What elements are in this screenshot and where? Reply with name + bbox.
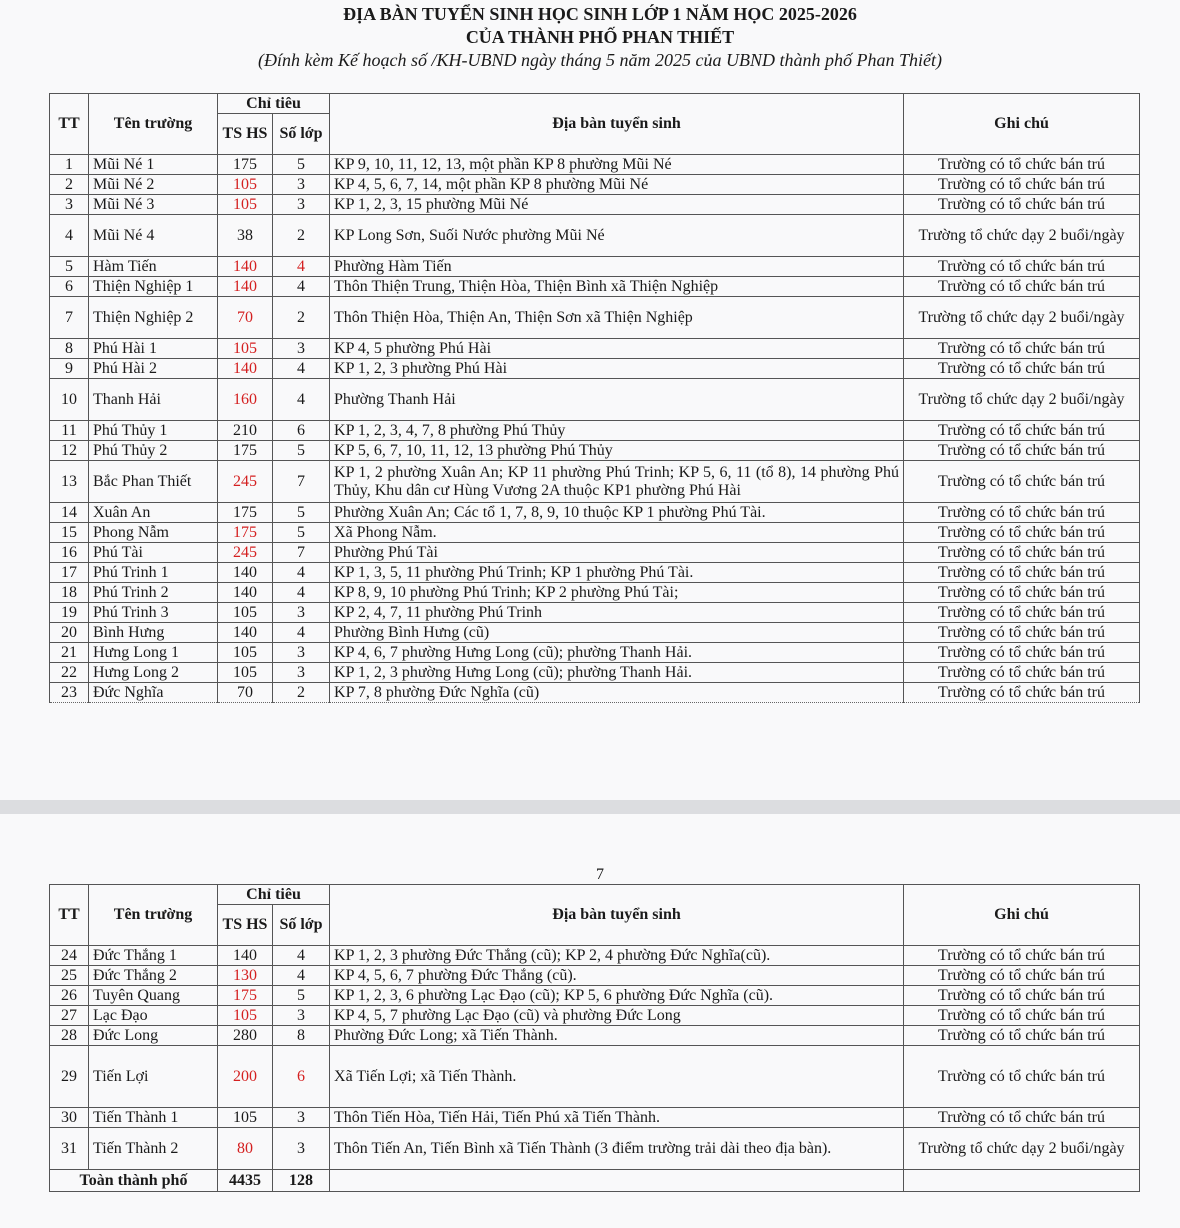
cell-school-name: Phú Trinh 2 [89, 583, 218, 603]
cell-note: Trường có tổ chức bán trú [904, 683, 1140, 703]
cell-note: Trường có tổ chức bán trú [904, 359, 1140, 379]
table-row [50, 1128, 1140, 1170]
col-header-tt: TT [50, 94, 89, 155]
cell-area: Thôn Thiện Hòa, Thiện An, Thiện Sơn xã Thiện Nghiệp [330, 297, 904, 339]
cell-so-lop: 5 [273, 503, 330, 523]
cell-so-lop: 5 [273, 441, 330, 461]
cell-so-lop: 3 [273, 1006, 330, 1026]
cell-area: KP 2, 4, 7, 11 phường Phú Trinh [330, 603, 904, 623]
col-header-school: Tên trường [89, 885, 218, 946]
cell-so-lop: 4 [273, 563, 330, 583]
cell-area: KP 4, 5, 6, 7 phường Đức Thắng (cũ). [330, 966, 904, 986]
cell-so-lop: 4 [273, 946, 330, 966]
col-header-school: Tên trường [89, 94, 218, 155]
cell-so-lop: 2 [273, 297, 330, 339]
cell-note: Trường có tổ chức bán trú [904, 195, 1140, 215]
enrollment-table-page-2 [49, 884, 1140, 1192]
cell-tt: 17 [50, 563, 89, 583]
cell-so-lop: 8 [273, 1026, 330, 1046]
cell-area: Phường Xuân An; Các tổ 1, 7, 8, 9, 10 thuộc KP 1 phường Phú Tài. [330, 503, 904, 523]
cell-tt: 5 [50, 257, 89, 277]
cell-area: KP 4, 6, 7 phường Hưng Long (cũ); phường Thanh Hải. [330, 643, 904, 663]
cell-school-name: Tiến Lợi [89, 1046, 218, 1108]
cell-ts-hs: 160 [218, 379, 273, 421]
table-row [50, 461, 1140, 503]
cell-area: KP 5, 6, 7, 10, 11, 12, 13 phường Phú Thủy [330, 441, 904, 461]
cell-so-lop: 6 [273, 421, 330, 441]
cell-school-name: Mũi Né 3 [89, 195, 218, 215]
document-subtitle: (Đính kèm Kế hoạch số /KH-UBND ngày tháng 5 năm 2025 của UBND thành phố Phan Thiết) [258, 50, 942, 70]
cell-ts-hs: 175 [218, 503, 273, 523]
cell-note: Trường có tổ chức bán trú [904, 155, 1140, 175]
table-row [50, 195, 1140, 215]
cell-ts-hs: 105 [218, 643, 273, 663]
cell-school-name: Hưng Long 1 [89, 643, 218, 663]
page-number: 7 [596, 866, 604, 883]
cell-school-name: Phú Trinh 3 [89, 603, 218, 623]
cell-area: KP 1, 2 phường Xuân An; KP 11 phường Phú Trinh; KP 5, 6, 11 (tổ 8), 14 phường Phú Thủy, Khu dân cư Hùng Vương 2A thuộc KP1 phường Phú Hài [330, 461, 904, 503]
cell-ts-hs: 70 [218, 297, 273, 339]
cell-tt: 12 [50, 441, 89, 461]
cell-area: Xã Tiến Lợi; xã Tiến Thành. [330, 1046, 904, 1108]
cell-ts-hs: 105 [218, 339, 273, 359]
cell-ts-hs: 200 [218, 1046, 273, 1108]
cell-area: KP 1, 2, 3 phường Hưng Long (cũ); phường Thanh Hải. [330, 663, 904, 683]
cell-tt: 31 [50, 1128, 89, 1170]
cell-school-name: Thiện Nghiệp 1 [89, 277, 218, 297]
cell-so-lop: 2 [273, 683, 330, 703]
cell-area: KP 1, 2, 3, 6 phường Lạc Đạo (cũ); KP 5, 6 phường Đức Nghĩa (cũ). [330, 986, 904, 1006]
page-separator [0, 800, 1180, 814]
table-body [50, 946, 1140, 1170]
cell-tt: 25 [50, 966, 89, 986]
cell-so-lop: 4 [273, 966, 330, 986]
cell-school-name: Bắc Phan Thiết [89, 461, 218, 503]
cell-tt: 24 [50, 946, 89, 966]
cell-school-name: Phú Hài 2 [89, 359, 218, 379]
cell-note: Trường có tổ chức bán trú [904, 339, 1140, 359]
total-area-empty [330, 1170, 904, 1192]
cell-tt: 7 [50, 297, 89, 339]
cell-note: Trường có tổ chức bán trú [904, 277, 1140, 297]
cell-note: Trường có tổ chức bán trú [904, 583, 1140, 603]
cell-so-lop: 4 [273, 583, 330, 603]
cell-so-lop: 6 [273, 1046, 330, 1108]
cell-school-name: Đức Nghĩa [89, 683, 218, 703]
cell-school-name: Xuân An [89, 503, 218, 523]
table-row [50, 543, 1140, 563]
col-header-tt: TT [50, 885, 89, 946]
document-page-2 [0, 814, 1180, 1228]
cell-tt: 6 [50, 277, 89, 297]
cell-school-name: Phong Nẫm [89, 523, 218, 543]
cell-note: Trường có tổ chức bán trú [904, 1046, 1140, 1108]
total-ts-hs: 4435 [218, 1170, 273, 1192]
cell-tt: 27 [50, 1006, 89, 1026]
table-row [50, 683, 1140, 703]
cell-school-name: Bình Hưng [89, 623, 218, 643]
cell-so-lop: 4 [273, 379, 330, 421]
cell-school-name: Hưng Long 2 [89, 663, 218, 683]
cell-ts-hs: 105 [218, 603, 273, 623]
cell-area: KP Long Sơn, Suối Nước phường Mũi Né [330, 215, 904, 257]
cell-ts-hs: 280 [218, 1026, 273, 1046]
cell-school-name: Phú Thủy 2 [89, 441, 218, 461]
cell-ts-hs: 210 [218, 421, 273, 441]
cell-school-name: Phú Thủy 1 [89, 421, 218, 441]
cell-tt: 26 [50, 986, 89, 1006]
cell-school-name: Đức Thắng 1 [89, 946, 218, 966]
cell-note: Trường có tổ chức bán trú [904, 175, 1140, 195]
cell-note: Trường có tổ chức bán trú [904, 461, 1140, 503]
cell-so-lop: 3 [273, 663, 330, 683]
cell-note: Trường có tổ chức bán trú [904, 946, 1140, 966]
cell-ts-hs: 80 [218, 1128, 273, 1170]
cell-note: Trường có tổ chức bán trú [904, 543, 1140, 563]
cell-tt: 9 [50, 359, 89, 379]
total-label: Toàn thành phố [50, 1170, 218, 1192]
cell-ts-hs: 245 [218, 461, 273, 503]
cell-area: Phường Đức Long; xã Tiến Thành. [330, 1026, 904, 1046]
cell-so-lop: 3 [273, 1128, 330, 1170]
cell-area: Phường Thanh Hải [330, 379, 904, 421]
cell-area: Phường Bình Hưng (cũ) [330, 623, 904, 643]
cell-so-lop: 3 [273, 175, 330, 195]
table-header [50, 94, 1140, 155]
cell-area: Phường Hàm Tiến [330, 257, 904, 277]
cell-area: KP 8, 9, 10 phường Phú Trinh; KP 2 phường Phú Tài; [330, 583, 904, 603]
table-row [50, 523, 1140, 543]
cell-school-name: Mũi Né 1 [89, 155, 218, 175]
cell-tt: 13 [50, 461, 89, 503]
cell-school-name: Đức Long [89, 1026, 218, 1046]
cell-tt: 11 [50, 421, 89, 441]
table-row [50, 583, 1140, 603]
cell-so-lop: 7 [273, 543, 330, 563]
col-header-ts-hs: TS HS [218, 905, 273, 946]
cell-ts-hs: 140 [218, 623, 273, 643]
cell-tt: 29 [50, 1046, 89, 1108]
cell-area: Phường Phú Tài [330, 543, 904, 563]
cell-note: Trường có tổ chức bán trú [904, 603, 1140, 623]
cell-tt: 19 [50, 603, 89, 623]
cell-so-lop: 5 [273, 155, 330, 175]
cell-note: Trường có tổ chức bán trú [904, 623, 1140, 643]
cell-ts-hs: 175 [218, 986, 273, 1006]
enrollment-table-page-1 [49, 93, 1140, 703]
cell-note: Trường tổ chức dạy 2 buổi/ngày [904, 379, 1140, 421]
cell-so-lop: 5 [273, 523, 330, 543]
table-row [50, 257, 1140, 277]
cell-note: Trường có tổ chức bán trú [904, 563, 1140, 583]
table-row [50, 563, 1140, 583]
cell-ts-hs: 140 [218, 359, 273, 379]
cell-note: Trường có tổ chức bán trú [904, 663, 1140, 683]
cell-ts-hs: 105 [218, 1006, 273, 1026]
col-header-area: Địa bàn tuyển sinh [330, 94, 904, 155]
cell-tt: 18 [50, 583, 89, 603]
cell-so-lop: 4 [273, 257, 330, 277]
cell-ts-hs: 175 [218, 523, 273, 543]
cell-area: KP 4, 5, 7 phường Lạc Đạo (cũ) và phường Đức Long [330, 1006, 904, 1026]
cell-tt: 21 [50, 643, 89, 663]
cell-ts-hs: 175 [218, 441, 273, 461]
cell-tt: 14 [50, 503, 89, 523]
cell-tt: 15 [50, 523, 89, 543]
cell-school-name: Phú Tài [89, 543, 218, 563]
cell-school-name: Hàm Tiến [89, 257, 218, 277]
table-row [50, 215, 1140, 257]
cell-ts-hs: 70 [218, 683, 273, 703]
cell-note: Trường tổ chức dạy 2 buổi/ngày [904, 1128, 1140, 1170]
table-row [50, 1046, 1140, 1108]
cell-so-lop: 2 [273, 215, 330, 257]
cell-tt: 30 [50, 1108, 89, 1128]
document-title-line-2: CỦA THÀNH PHỐ PHAN THIẾT [465, 27, 735, 47]
cell-school-name: Thanh Hải [89, 379, 218, 421]
cell-tt: 20 [50, 623, 89, 643]
document-title-line-1: ĐỊA BÀN TUYỂN SINH HỌC SINH LỚP 1 NĂM HỌC 2025-2026 [343, 4, 857, 24]
cell-so-lop: 3 [273, 643, 330, 663]
cell-area: KP 4, 5 phường Phú Hài [330, 339, 904, 359]
cell-note: Trường có tổ chức bán trú [904, 986, 1140, 1006]
cell-area: Thôn Tiến An, Tiến Bình xã Tiến Thành (3 điểm trường trải dài theo địa bàn). [330, 1128, 904, 1170]
col-header-note: Ghi chú [904, 885, 1140, 946]
table-row [50, 966, 1140, 986]
cell-so-lop: 7 [273, 461, 330, 503]
table-row [50, 379, 1140, 421]
table-row [50, 1108, 1140, 1128]
cell-ts-hs: 105 [218, 195, 273, 215]
col-header-so-lop: Số lớp [273, 905, 330, 946]
cell-tt: 22 [50, 663, 89, 683]
cell-ts-hs: 175 [218, 155, 273, 175]
table-row [50, 986, 1140, 1006]
cell-note: Trường có tổ chức bán trú [904, 421, 1140, 441]
cell-school-name: Tiến Thành 2 [89, 1128, 218, 1170]
table-row [50, 946, 1140, 966]
cell-note: Trường có tổ chức bán trú [904, 523, 1140, 543]
cell-school-name: Tuyên Quang [89, 986, 218, 1006]
cell-ts-hs: 105 [218, 1108, 273, 1128]
cell-school-name: Thiện Nghiệp 2 [89, 297, 218, 339]
cell-tt: 16 [50, 543, 89, 563]
cell-ts-hs: 130 [218, 966, 273, 986]
cell-ts-hs: 105 [218, 663, 273, 683]
cell-tt: 3 [50, 195, 89, 215]
table-row [50, 155, 1140, 175]
col-header-quota: Chỉ tiêu [218, 885, 330, 905]
cell-note: Trường tổ chức dạy 2 buổi/ngày [904, 215, 1140, 257]
table-row [50, 663, 1140, 683]
cell-area: KP 1, 3, 5, 11 phường Phú Trinh; KP 1 phường Phú Tài. [330, 563, 904, 583]
cell-ts-hs: 245 [218, 543, 273, 563]
table-row [50, 297, 1140, 339]
col-header-quota: Chỉ tiêu [218, 94, 330, 114]
table-row [50, 603, 1140, 623]
table-body [50, 155, 1140, 703]
cell-so-lop: 3 [273, 603, 330, 623]
table-header [50, 885, 1140, 946]
table-row [50, 175, 1140, 195]
cell-so-lop: 5 [273, 986, 330, 1006]
cell-ts-hs: 140 [218, 563, 273, 583]
cell-school-name: Lạc Đạo [89, 1006, 218, 1026]
cell-area: Thôn Thiện Trung, Thiện Hòa, Thiện Bình xã Thiện Nghiệp [330, 277, 904, 297]
cell-note: Trường có tổ chức bán trú [904, 503, 1140, 523]
cell-so-lop: 3 [273, 195, 330, 215]
cell-area: KP 1, 2, 3, 15 phường Mũi Né [330, 195, 904, 215]
cell-so-lop: 3 [273, 1108, 330, 1128]
col-header-note: Ghi chú [904, 94, 1140, 155]
cell-tt: 28 [50, 1026, 89, 1046]
col-header-area: Địa bàn tuyển sinh [330, 885, 904, 946]
table-row [50, 1026, 1140, 1046]
table-row [50, 503, 1140, 523]
cell-note: Trường có tổ chức bán trú [904, 1026, 1140, 1046]
cell-so-lop: 3 [273, 339, 330, 359]
cell-area: Thôn Tiến Hòa, Tiến Hải, Tiến Phú xã Tiến Thành. [330, 1108, 904, 1128]
cell-school-name: Đức Thắng 2 [89, 966, 218, 986]
col-header-so-lop: Số lớp [273, 114, 330, 155]
cell-note: Trường có tổ chức bán trú [904, 1006, 1140, 1026]
col-header-ts-hs: TS HS [218, 114, 273, 155]
cell-ts-hs: 140 [218, 946, 273, 966]
cell-note: Trường tổ chức dạy 2 buổi/ngày [904, 297, 1140, 339]
total-so-lop: 128 [273, 1170, 330, 1192]
total-note-empty [904, 1170, 1140, 1192]
cell-so-lop: 4 [273, 623, 330, 643]
table-row [50, 339, 1140, 359]
cell-area: KP 1, 2, 3 phường Đức Thắng (cũ); KP 2, 4 phường Đức Nghĩa(cũ). [330, 946, 904, 966]
table-row [50, 643, 1140, 663]
cell-note: Trường có tổ chức bán trú [904, 643, 1140, 663]
cell-ts-hs: 140 [218, 257, 273, 277]
cell-ts-hs: 140 [218, 277, 273, 297]
cell-so-lop: 4 [273, 277, 330, 297]
cell-area: Xã Phong Nẫm. [330, 523, 904, 543]
cell-tt: 23 [50, 683, 89, 703]
total-row [50, 1170, 1140, 1192]
table-row [50, 421, 1140, 441]
cell-note: Trường có tổ chức bán trú [904, 1108, 1140, 1128]
cell-school-name: Phú Hài 1 [89, 339, 218, 359]
cell-tt: 8 [50, 339, 89, 359]
table-row [50, 1006, 1140, 1026]
cell-note: Trường có tổ chức bán trú [904, 441, 1140, 461]
cell-tt: 2 [50, 175, 89, 195]
table-total [50, 1170, 1140, 1192]
cell-school-name: Phú Trinh 1 [89, 563, 218, 583]
cell-so-lop: 4 [273, 359, 330, 379]
table-row [50, 359, 1140, 379]
cell-school-name: Mũi Né 4 [89, 215, 218, 257]
cell-school-name: Tiến Thành 1 [89, 1108, 218, 1128]
table-row [50, 441, 1140, 461]
cell-ts-hs: 105 [218, 175, 273, 195]
cell-area: KP 4, 5, 6, 7, 14, một phần KP 8 phường Mũi Né [330, 175, 904, 195]
cell-note: Trường có tổ chức bán trú [904, 257, 1140, 277]
table-row [50, 277, 1140, 297]
cell-tt: 10 [50, 379, 89, 421]
cell-area: KP 1, 2, 3 phường Phú Hài [330, 359, 904, 379]
table-row [50, 623, 1140, 643]
cell-note: Trường có tổ chức bán trú [904, 966, 1140, 986]
cell-ts-hs: 38 [218, 215, 273, 257]
cell-area: KP 9, 10, 11, 12, 13, một phần KP 8 phường Mũi Né [330, 155, 904, 175]
cell-school-name: Mũi Né 2 [89, 175, 218, 195]
cell-tt: 1 [50, 155, 89, 175]
cell-ts-hs: 140 [218, 583, 273, 603]
cell-area: KP 1, 2, 3, 4, 7, 8 phường Phú Thủy [330, 421, 904, 441]
cell-area: KP 7, 8 phường Đức Nghĩa (cũ) [330, 683, 904, 703]
cell-tt: 4 [50, 215, 89, 257]
